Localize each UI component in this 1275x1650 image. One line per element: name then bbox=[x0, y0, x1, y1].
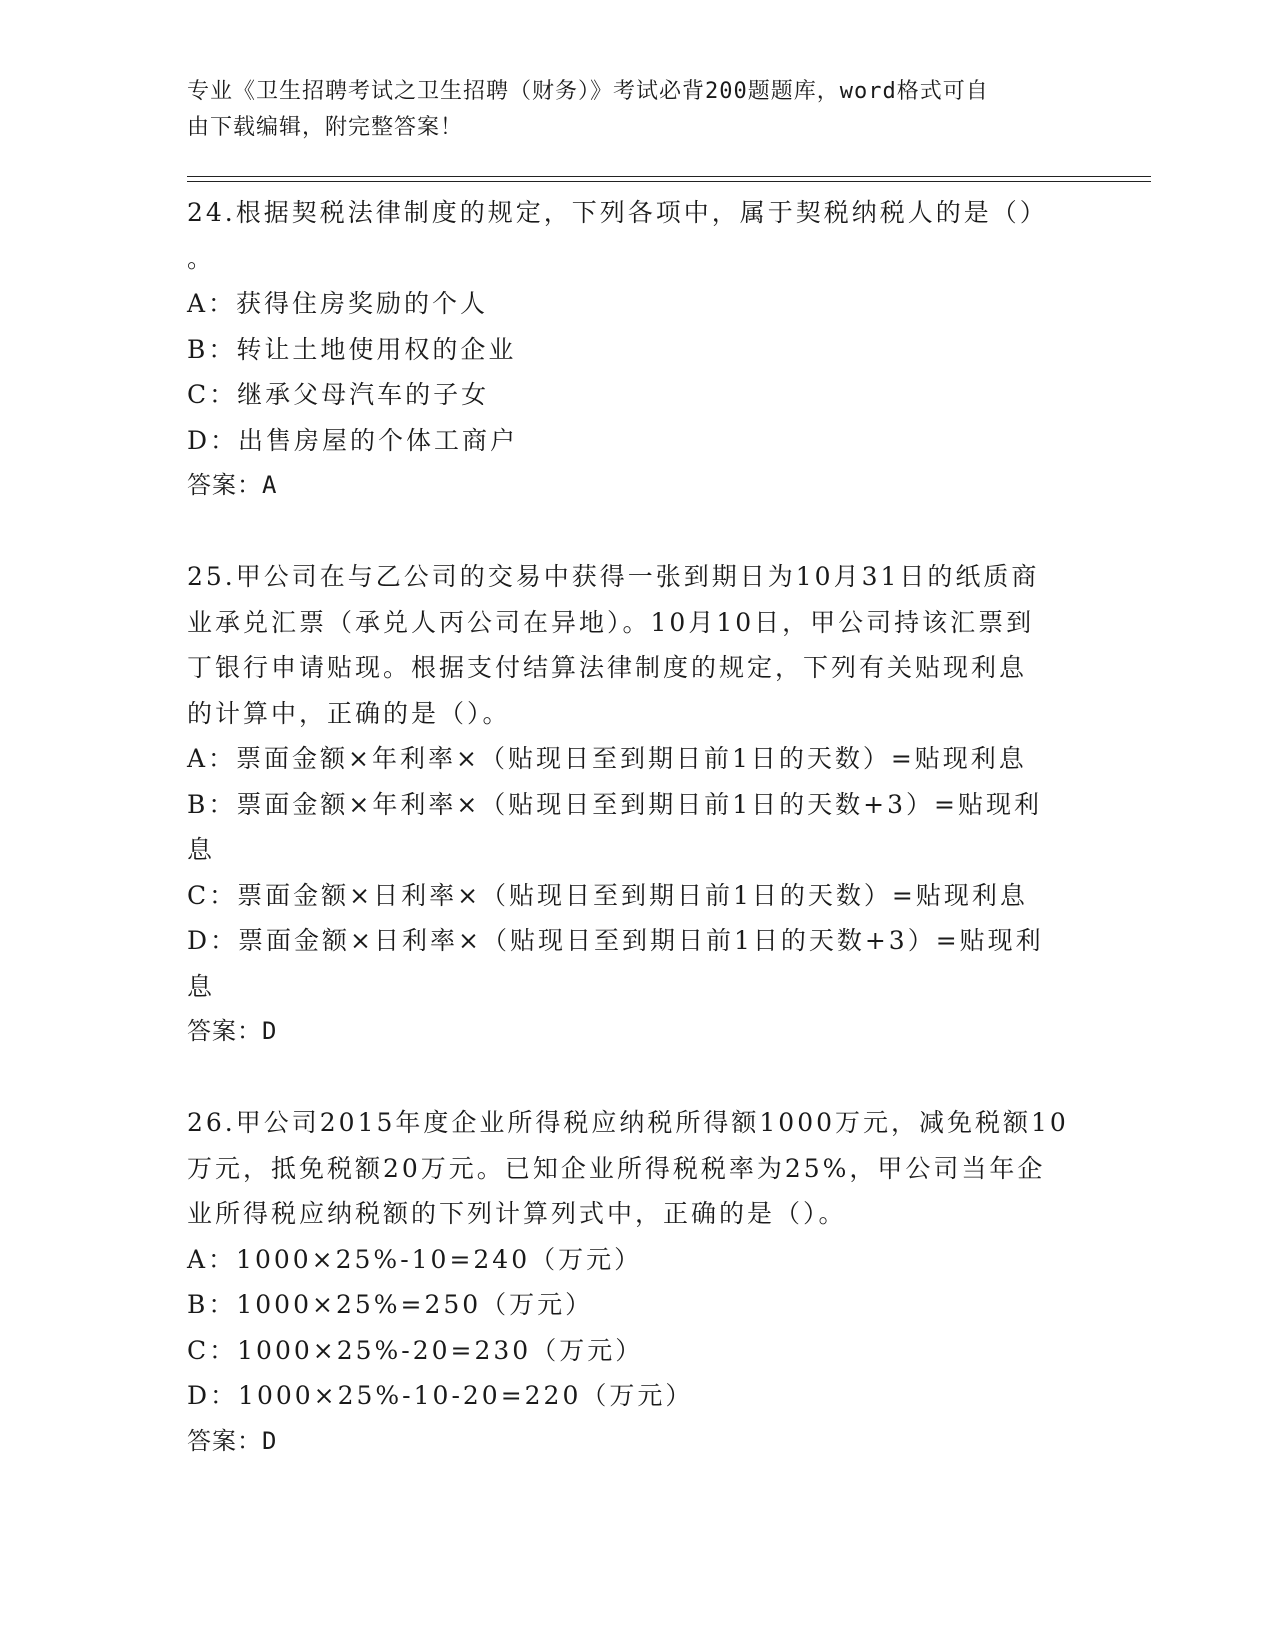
question-spacer bbox=[187, 1055, 1107, 1101]
answer-line: 答案：D bbox=[187, 1017, 278, 1045]
header-divider-top bbox=[187, 176, 1151, 177]
option-b-continued: 息 bbox=[187, 835, 216, 864]
option-b: B：转让土地使用权的企业 bbox=[187, 334, 517, 364]
option-b: B：1000×25%=250（万元） bbox=[187, 1290, 594, 1319]
question-25 bbox=[187, 554, 1107, 1055]
question-list bbox=[187, 190, 1107, 1464]
question-stem-line: 25.甲公司在与乙公司的交易中获得一张到期日为10月31日的纸质商 bbox=[187, 562, 1040, 591]
question-stem-line: 的计算中，正确的是（）。 bbox=[187, 698, 511, 728]
question-stem-line: 。 bbox=[187, 243, 216, 273]
option-d: D：1000×25%-10-20=220（万元） bbox=[187, 1381, 694, 1410]
question-24 bbox=[187, 190, 1107, 509]
question-stem-line: 业所得税应纳税额的下列计算列式中，正确的是（）。 bbox=[187, 1199, 847, 1228]
option-d: D：票面金额×日利率×（贴现日至到期日前1日的天数+3）=贴现利 bbox=[187, 926, 1044, 955]
answer-line: 答案：D bbox=[187, 1426, 278, 1455]
option-a: A：获得住房奖励的个人 bbox=[187, 289, 489, 318]
question-stem-line: 丁银行申请贴现。根据支付结算法律制度的规定，下列有关贴现利息 bbox=[187, 653, 1028, 682]
option-d-continued: 息 bbox=[187, 971, 216, 1001]
option-c: C：1000×25%-20=230（万元） bbox=[187, 1335, 644, 1365]
option-d: D：出售房屋的个体工商户 bbox=[187, 425, 519, 455]
document-header bbox=[187, 74, 1067, 146]
question-stem-line: 24.根据契税法律制度的规定，下列各项中，属于契税纳税人的是（） bbox=[187, 198, 1048, 227]
header-divider-bottom bbox=[187, 181, 1151, 182]
question-26 bbox=[187, 1100, 1107, 1464]
question-stem-line: 万元，抵免税额20万元。已知企业所得税税率为25%，甲公司当年企 bbox=[187, 1153, 1046, 1183]
header-line-1: 专业《卫生招聘考试之卫生招聘（财务）》考试必背200题题库，word格式可自 bbox=[187, 79, 989, 104]
question-spacer bbox=[187, 509, 1107, 555]
question-stem-line: 26.甲公司2015年度企业所得税应纳税所得额1000万元，减免税额10 bbox=[187, 1108, 1069, 1137]
answer-line: 答案：A bbox=[187, 471, 278, 499]
option-b: B：票面金额×年利率×（贴现日至到期日前1日的天数+3）=贴现利 bbox=[187, 789, 1042, 819]
question-stem-line: 业承兑汇票（承兑人丙公司在异地）。10月10日，甲公司持该汇票到 bbox=[187, 607, 1035, 637]
option-c: C：继承父母汽车的子女 bbox=[187, 380, 490, 409]
header-line-2: 由下载编辑，附完整答案！ bbox=[187, 115, 464, 140]
option-a: A：1000×25%-10=240（万元） bbox=[187, 1244, 643, 1274]
option-a: A：票面金额×年利率×（贴现日至到期日前1日的天数）=贴现利息 bbox=[187, 744, 1027, 773]
option-c: C：票面金额×日利率×（贴现日至到期日前1日的天数）=贴现利息 bbox=[187, 880, 1028, 910]
